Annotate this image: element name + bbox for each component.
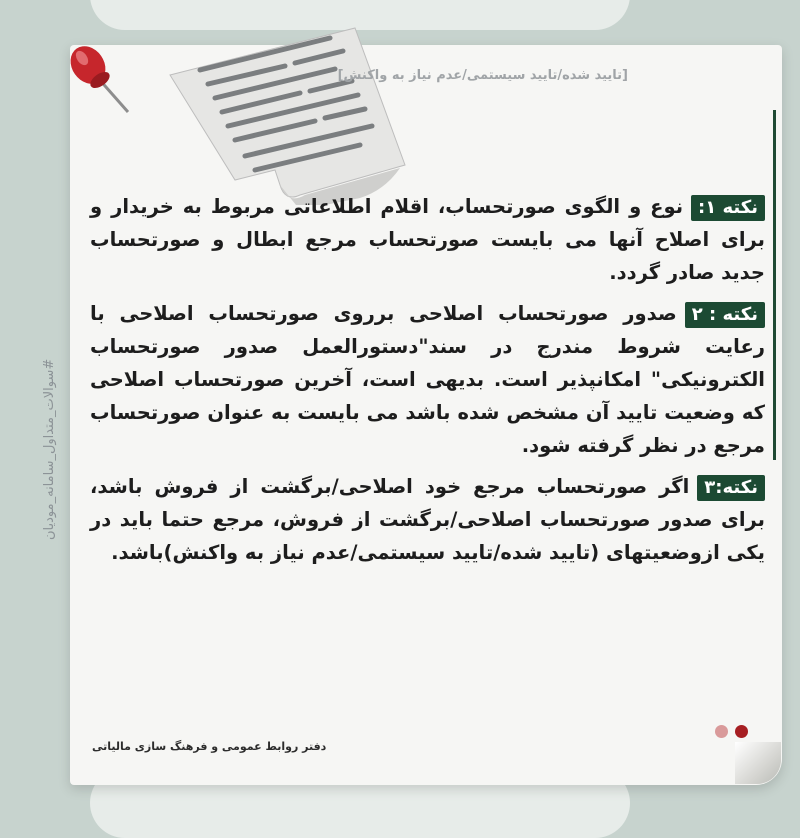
note-3-badge: نکته:۳ [697,475,765,501]
note-1-badge: نکته ۱: [691,195,765,221]
side-hashtag: #سوالات_متداول_سامانه_مودیان [42,358,57,540]
note-3-text: اگر صورتحساب مرجع خود اصلاحی/برگشت از فروش باشد، برای صدور صورتحساب اصلاحی/برگشت از فروش، مرجع حتما باید در یکی ازوضعیتهای (تایید شده/تایید سیستمی/عدم نیاز به واکنش)باشد. [90,475,765,564]
header-illustration [60,20,410,205]
dot-indicator-active [735,725,748,738]
note-1 [90,190,765,289]
note-2-text: صدور صورتحساب اصلاحی برروی صورتحساب اصلاحی با رعایت شروط مندرج در سند"دستورالعمل صدور صورتحساب الکترونیکی" امکانپذیر است. بدیهی است، آخرین صورتحساب اصلاحی که وضعیت تایید آن مشخص شده باشد می بایست به عنوان صورتحساب مرجع در نظر گرفته شود. [90,302,765,457]
note-1-text: نوع و الگوی صورتحساب، اقلام اطلاعاتی مربوط به خریدار و برای اصلاح آنها می بایست صورتحساب مرجع ابطال و صورتحساب جدید صادر گردد. [90,195,765,284]
page-fold [735,742,781,784]
note-2 [90,297,765,462]
footer-credit: دفتر روابط عمومی و فرهنگ سازی مالیاتی [92,740,327,753]
dot-indicator [715,725,728,738]
receipt-icon [170,28,405,205]
push-pin-icon [63,39,128,112]
note-3 [90,470,765,569]
accent-rule [773,110,776,460]
notes-list [90,190,765,569]
status-header: [تایید شده/تایید سیستمی/عدم نیاز به واکنش] [337,68,628,83]
note-2-badge: نکته : ۲ [685,302,765,328]
